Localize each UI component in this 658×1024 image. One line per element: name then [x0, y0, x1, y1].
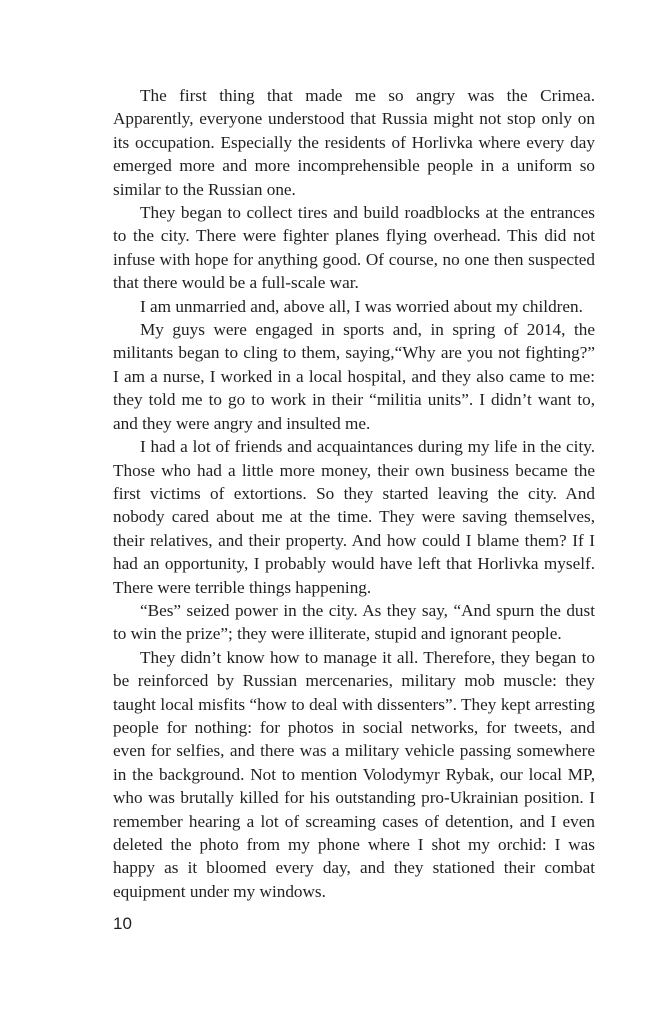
paragraph: They began to collect tires and build roadblocks at the entrances to the city. There were fighter planes flying overhead. This did not infuse with hope for anything good. Of course, no one then suspected that there would be a full-scale war.: [113, 203, 595, 293]
paragraph: I had a lot of friends and acquaintances during my life in the city. Those who had a little more money, their own business became the first victims of extortions. So they started leaving the city. And nobody cared about me at the time. They were saving themselves, their relatives, and their property. And how could I blame them? If I had an opportunity, I probably would have left that Horlivka myself. There were terrible things happening.: [113, 437, 595, 597]
paragraph: “Bes” seized power in the city. As they say, “And spurn the dust to win the prize”; they were illiterate, stupid and ignorant people.: [113, 600, 595, 644]
paragraph: My guys were engaged in sports and, in spring of 2014, the militants began to cling to them, saying,“Why are you not fighting?” I am a nurse, I worked in a local hospital, and they also came to me: they told me to go to work in their “militia units”. I didn’t want to, and they were angry and insulted me.: [113, 320, 595, 433]
paragraph: The first thing that made me so angry was the Crimea. Apparently, everyone understood that Russia might not stop only on its occupation. Especially the residents of Horlivka where every day emerged more and more incomprehensible people in a uniform so similar to the Russian one.: [113, 86, 595, 199]
page-number: 10: [113, 914, 132, 933]
paragraph: They didn’t know how to manage it all. Therefore, they began to be reinforced by Russian mercenaries, military mob muscle: they taught local misfits “how to deal with dissenters”. They kept arresting people for nothing: for photos in social networks, for tweets, and even for selfies, and there was a military vehicle passing somewhere in the background. Not to mention Volodymyr Rybak, our local MP, who was brutally killed for his outstanding pro-Ukrainian position. I remember hearing a lot of screaming cases of detention, and I even deleted the photo from my phone where I shot my orchid: I was happy as it bloomed every day, and they stationed their combat equipment under my windows.: [113, 647, 595, 901]
body-text: [113, 84, 595, 903]
paragraph: I am unmarried and, above all, I was worried about my children.: [140, 296, 583, 316]
